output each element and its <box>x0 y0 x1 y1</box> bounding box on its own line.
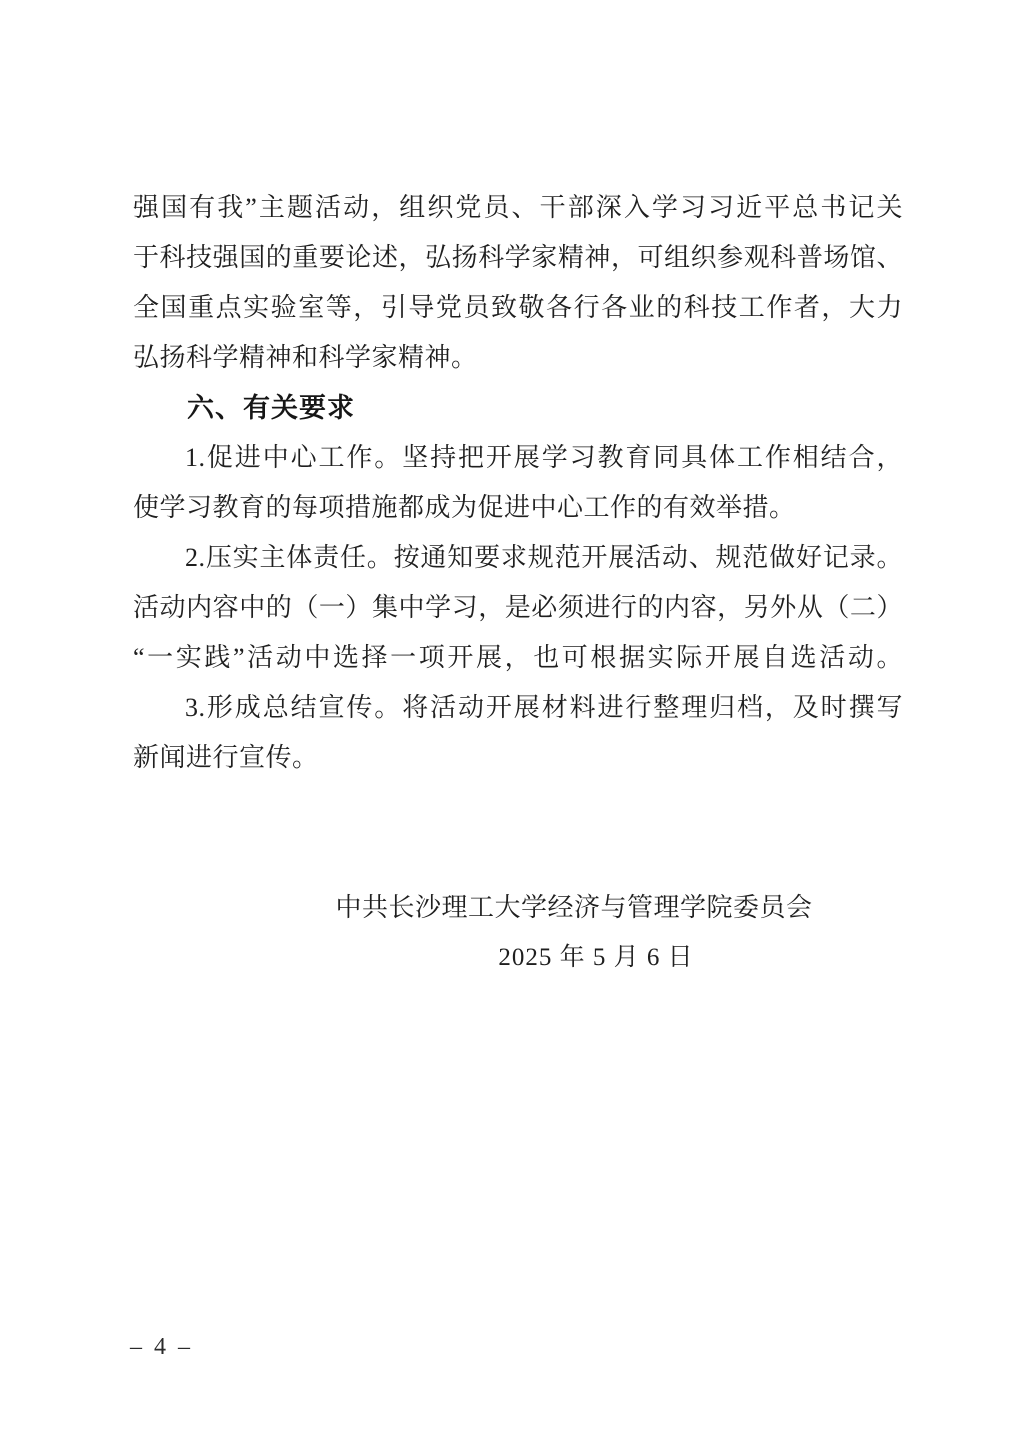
body-line: 弘扬科学精神和科学家精神。 <box>133 343 478 372</box>
body-line: 于科技强国的重要论述，弘扬科学家精神，可组织参观科普场馆、 <box>133 243 903 272</box>
list-item-line <box>133 683 903 733</box>
list-item-line <box>133 433 903 483</box>
item-lead: 2.压实主体责任。 <box>185 543 394 572</box>
signature-organization: 中共长沙理工大学经济与管理学院委员会 <box>335 893 813 922</box>
body-line: 全国重点实验室等，引导党员致敬各行各业的科技工作者，大力 <box>133 293 903 322</box>
list-item-line: 新闻进行宣传。 <box>133 743 319 772</box>
page-number: – 4 – <box>130 1334 193 1360</box>
list-item-line: “一实践”活动中选择一项开展，也可根据实际开展自选活动。 <box>133 643 903 672</box>
vertical-spacer <box>133 783 903 883</box>
list-item-line: 使学习教育的每项措施都成为促进中心工作的有效举措。 <box>133 493 796 522</box>
list-item-line: 活动内容中的（一）集中学习，是必须进行的内容，另外从（二） <box>133 593 903 622</box>
item-text: 将活动开展材料进行整理归档，及时撰写 <box>402 693 903 722</box>
list-item-line <box>133 533 903 583</box>
item-lead: 1.促进中心工作。 <box>185 443 403 472</box>
item-lead: 3.形成总结宣传。 <box>185 693 403 722</box>
section-heading: 六、有关要求 <box>187 393 355 423</box>
document-body <box>133 183 903 983</box>
body-line: 强国有我”主题活动，组织党员、干部深入学习习近平总书记关 <box>133 193 903 222</box>
signature-date: 2025 年 5 月 6 日 <box>498 944 694 971</box>
item-text: 按通知要求规范开展活动、规范做好记录。 <box>393 543 903 572</box>
item-text: 坚持把开展学习教育同具体工作相结合， <box>402 443 903 472</box>
